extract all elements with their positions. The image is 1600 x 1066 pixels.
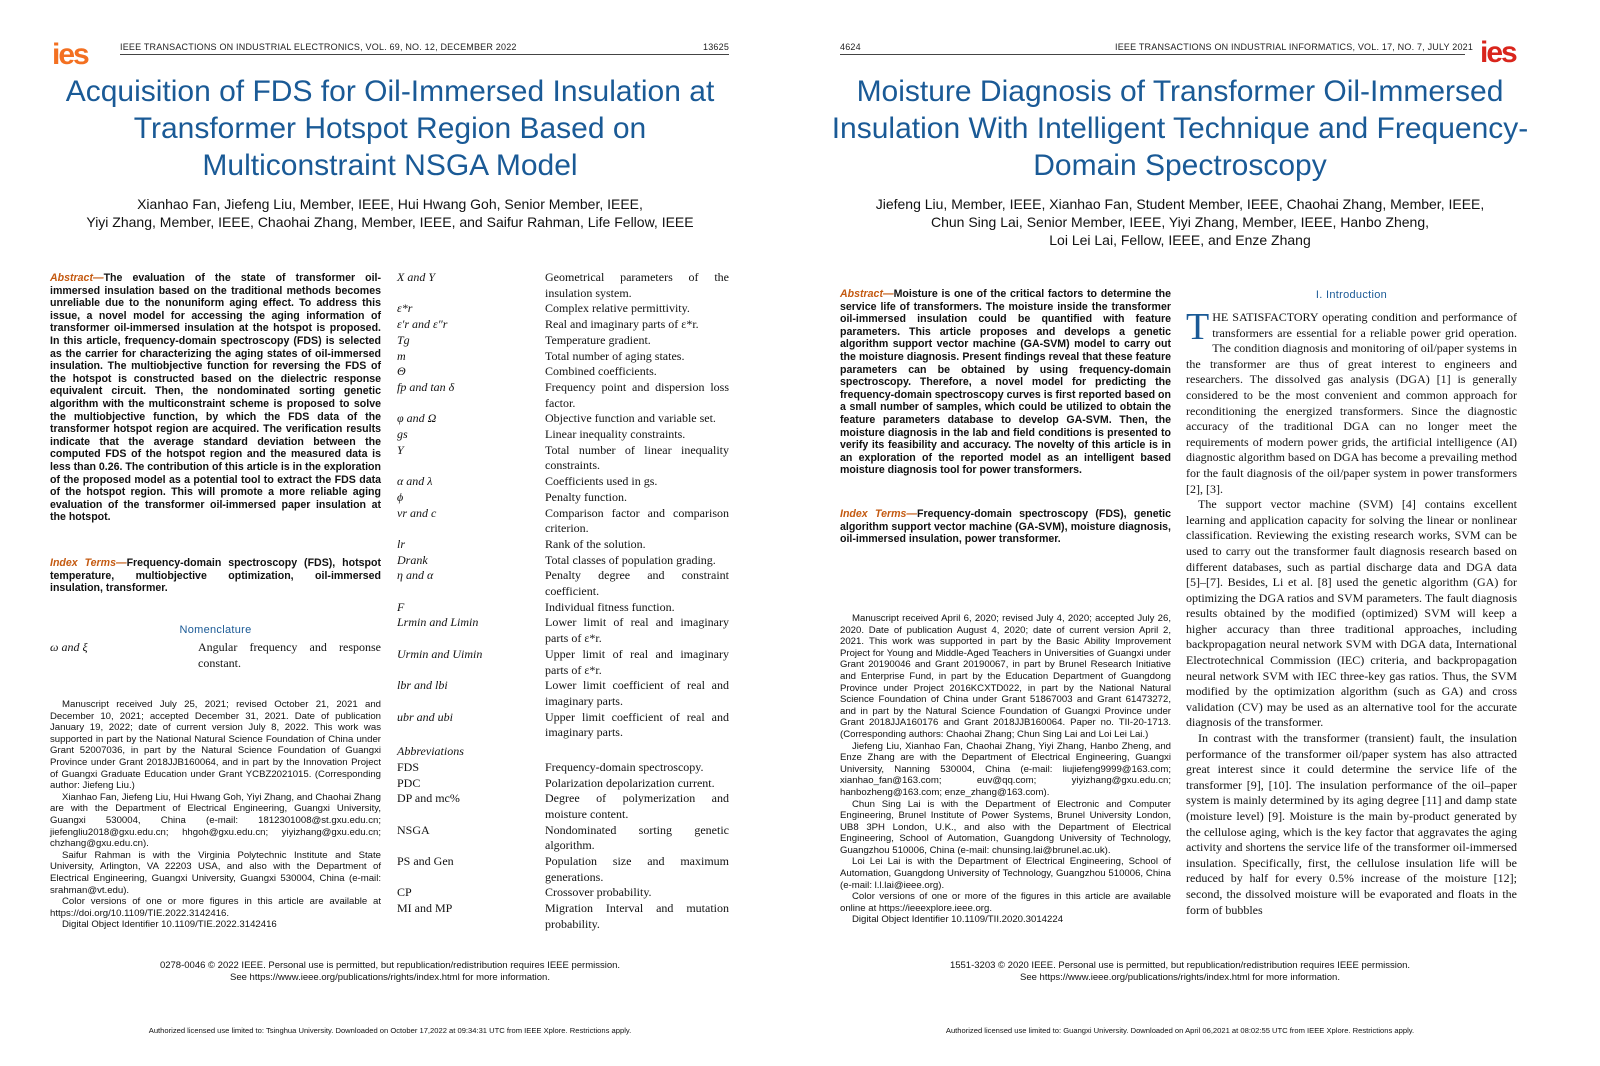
author-line: Xianhao Fan, Jiefeng Liu, Member, IEEE, Hui Hwang Goh, Senior Member, IEEE,: [137, 196, 643, 212]
nom-symbol: ω and ξ: [50, 640, 88, 654]
license-note: Authorized licensed use limited to: Guangxi University. Downloaded on April 06,2021 at 08:02:55 UTC from IEEE Xplore. Restrictions apply.: [945, 1026, 1415, 1035]
nom-definition: Total classes of population grading.: [545, 552, 716, 567]
footnote-paragraph: Saifur Rahman is with the Virginia Polytechnic Institute and State University, Arlington, VA 22203 USA, and also with the Department of Electrical Engineering, Guangxi University, Guangxi 530004, China (e-mail: srahman@vt.edu).: [50, 849, 381, 896]
abstract: [840, 288, 1171, 477]
footnote-paragraph: Manuscript received July 25, 2021; revised October 21, 2021 and December 10, 2021; accepted December 31, 2021. Date of publication January 19, 2022; date of current version July 8, 2022. This work was supported in part by the National Natural Science Foundation of China under Grant 52007036, in part by the Natural Science Foundation of Guangxi Province under Grant 2018JJB160064, and in part by the Innovation Project of Guangxi Graduate Education under Grant YCBZ2021015. (Corresponding author: Jiefeng Liu.): [50, 699, 381, 792]
nomenclature-entry: [397, 553, 729, 569]
introduction-heading: I. Introduction: [1315, 289, 1388, 301]
author-line: Loi Lei Lai, Fellow, IEEE, and Enze Zhang: [1049, 232, 1311, 248]
nom-definition: Comparison factor and comparison criterion.: [545, 505, 729, 536]
footnote-paragraph: Color versions of one or more figures in this article are available at https://doi.org/10.1109/TIE.2022.3142416.: [50, 896, 381, 919]
page-number: 4624: [840, 42, 861, 52]
nom-definition: Linear inequality constraints.: [545, 427, 686, 442]
nom-definition: Frequency-domain spectroscopy.: [545, 759, 704, 774]
nomenclature-entry: [397, 678, 729, 709]
nom-symbol: Lrmin and Limin: [397, 615, 479, 630]
nom-symbol: Tg: [397, 332, 410, 347]
nom-definition: Lower limit coefficient of real and imaginary parts.: [545, 678, 729, 708]
index-terms-label: Index Terms—: [840, 508, 918, 520]
footnote-paragraph: Digital Object Identifier 10.1109/TIE.2022.3142416: [62, 919, 277, 931]
nomenclature-heading: Nomenclature: [179, 624, 252, 636]
nom-definition: Upper limit coefficient of real and imaginary parts.: [545, 709, 729, 740]
nom-definition: Objective function and variable set.: [545, 411, 716, 426]
nomenclature-entry: [397, 364, 729, 380]
nom-symbol: ubr and ubi: [397, 709, 454, 724]
nom-symbol: ε′r and ε″r: [397, 317, 448, 332]
footnote-paragraph: Manuscript received April 6, 2020; revised July 4, 2020; accepted July 26, 2020. Date of publication August 4, 2020; date of current version April 2, 2021. This work was supported in part by the Basic Ability Improvement Project for Young and Middle-Aged Teachers in Universities of Guangxi under Grant 20190046 and Grant 20190067, in part by Brunel Research Initiative and Enterprise Fund, in part by the Education Department of Guangdong Province under Project 2016KCXTD022, in part by the National Natural Science Foundation of China under Grant 51867003 and Grant 61473272, and in part by the Natural Science Foundation of Guangxi Province under Grant 2018JJA160176 and Grant 2018JJB160064. Paper no. TII-20-1713. (Corresponding authors: Chaohai Zhang; Chun Sing Lai and Loi Lei Lai.): [840, 613, 1171, 740]
author-line: Jiefeng Liu, Member, IEEE, Xianhao Fan, Student Member, IEEE, Chaohai Zhang, Member, IEEE,: [875, 196, 1485, 212]
nom-symbol: φ and Ω: [397, 411, 437, 426]
footnote-block: [50, 699, 381, 931]
nom-symbol: PDC: [397, 775, 421, 790]
nomenclature-entry: [397, 443, 729, 474]
running-head: IEEE TRANSACTIONS ON INDUSTRIAL INFORMATICS, VOL. 17, NO. 7, JULY 2021: [1115, 42, 1474, 52]
nomenclature-entry: [397, 380, 729, 411]
nom-symbol: fp and tan δ: [397, 379, 455, 394]
footnote-paragraph: Chun Sing Lai is with the Department of Electronic and Computer Engineering, Brunel Institute of Power Systems, Brunel University London, UB8 3PH London, U.K., and also with the Department of Electrical Engineering, School of Automation, Guangdong University of Technology, Guangzhou 510006, China (e-mail: chunsing.lai@brunel.ac.uk).: [840, 798, 1171, 856]
abstract-label: Abstract—: [840, 288, 894, 300]
nom-definition: Real and imaginary parts of ε*r.: [545, 317, 699, 332]
nom-symbol: gs: [397, 427, 408, 442]
nomenclature-entry: [397, 600, 729, 616]
nom-symbol: lbr and lbi: [397, 678, 448, 693]
nomenclature-entry: [397, 791, 729, 822]
index-terms-text: Frequency-domain spectroscopy (FDS), genetic algorithm support vector machine (GA-SVM), moisture diagnosis, oil-immersed insulation, power transformer.: [840, 508, 1171, 546]
nom-symbol: Drank: [397, 552, 428, 567]
nom-definition: Population size and maximum generations.: [545, 854, 729, 884]
abstract-text: Moisture is one of the critical factors to determine the service life of transformers. The moisture inside the transformer oil-immersed insulation could be quantified with feature parameters. This article proposes and develops a genetic algorithm support vector machine (GA-SVM) model to carry out the moisture diagnosis. Present findings reveal that these feature parameters can be obtained by using frequency-domain spectroscopy. Therefore, a novel model for predicting the frequency-domain spectroscopy curves is first reported based on a small number of samples, which could be utilized to obtain the feature parameters database to develop GA-SVM. Then, the moisture diagnosis in the lab and field conditions is presented to verify its feasibility and accuracy. The novelty of this article is in an exploration of the reported model as an intelligent based moisture diagnosis tool for power transformers.: [840, 288, 1171, 477]
nomenclature-entry: [397, 333, 729, 349]
footnote-paragraph: Xianhao Fan, Jiefeng Liu, Hui Hwang Goh, Yiyi Zhang, and Chaohai Zhang are with the Department of Electrical Engineering, Guangxi University, Guangxi 530004, China (e-mail: 1812301008@st.gxu.edu.cn; jiefengliu2018@gxu.edu.cn; hhgoh@gxu.edu.cn; yiyizhang@gxu.edu.cn; chzhang@gxu.edu.cn).: [50, 791, 381, 850]
nom-symbol: lr: [397, 536, 406, 551]
license-note: Authorized licensed use limited to: Tsinghua University. Downloaded on October 17,2022 at 09:34:31 UTC from IEEE Xplore. Restrictions apply.: [148, 1026, 632, 1035]
paper-title: Moisture Diagnosis of Transformer Oil-Immersed Insulation With Intelligent Technique and Frequency-Domain Spectroscopy: [831, 75, 1529, 182]
nomenclature-entry: [397, 411, 729, 427]
nom-symbol: MI and MP: [397, 901, 453, 916]
nomenclature-entry: [397, 506, 729, 537]
introduction-text: [1186, 310, 1517, 943]
nomenclature-entry: [397, 647, 729, 678]
copyright-line: 1551-3203 © 2020 IEEE. Personal use is permitted, but republication/redistribution requires IEEE permission.: [949, 960, 1411, 971]
author-list: [820, 195, 1540, 249]
nomenclature-entry: [397, 823, 729, 854]
nomenclature-entry: [397, 901, 729, 932]
nom-definition: Degree of polymerization and moisture content.: [545, 791, 729, 821]
footnote-block: [840, 613, 1171, 926]
nomenclature-entry: [397, 615, 729, 646]
nom-definition: Total number of aging states.: [545, 348, 685, 363]
footnote-paragraph: Jiefeng Liu, Xianhao Fan, Chaohai Zhang, Yiyi Zhang, Hanbo Zheng, and Enze Zhang are with the Department of Electrical Engineering, Guangxi University, Nanning 530004, China (e-mail: liujiefeng9999@163.com; xianhao_fan@163.com; euv@qq.com; yiyizhang@gxu.edu.cn; hanbozheng@163.com; enze_zhang@163.com).: [840, 740, 1171, 798]
intro-paragraphs: [1186, 310, 1517, 918]
right-paper-page: [800, 0, 1600, 1066]
nom-definition: Lower limit of real and imaginary parts of ε*r.: [545, 615, 729, 646]
nom-definition: Angular frequency and response constant.: [198, 640, 381, 670]
nomenclature-entry: [397, 270, 729, 301]
nom-symbol: vr and c: [397, 505, 437, 520]
abstract-label: Abstract—: [50, 272, 104, 284]
copyright-line: 0278-0046 © 2022 IEEE. Personal use is permitted, but republication/redistribution requires IEEE permission.: [159, 960, 621, 971]
nom-definition: Upper limit of real and imaginary parts of ε*r.: [545, 646, 729, 677]
nomenclature-entry: [397, 537, 729, 553]
nomenclature-entry: [397, 776, 729, 792]
nom-definition: Penalty degree and constraint coefficient.: [545, 568, 729, 599]
intro-paragraph: HE SATISFACTORY operating condition and performance of transformers are essential for a reliable power grid operation. The condition diagnosis and monitoring of oil/paper systems in the transformer are thus of great interest to engineers and researchers. The dissolved gas analysis (DGA) [1] is generally considered to be the most convenient and common approach for reconditioning the energized transformers. Since the diagnostic accuracy of the traditional DGA can no longer meet the requirements of modern power grids, the artificial intelligence (AI) diagnostic algorithm based on DGA has become a prevailing method for the fault diagnosis of the oil/paper system in power transformers [2], [3].: [1186, 310, 1517, 496]
nomenclature-entry: [397, 760, 729, 776]
nomenclature-entry: [397, 885, 729, 901]
drop-cap: T: [1186, 310, 1210, 348]
nom-definition: Geometrical parameters of the insulation system.: [545, 270, 729, 300]
nom-definition: Combined coefficients.: [545, 364, 657, 379]
copyright-note: [840, 960, 1520, 984]
nom-symbol: X and Y: [397, 270, 436, 284]
nom-symbol: DP and mc%: [397, 791, 460, 806]
nom-symbol: m: [397, 348, 406, 363]
nomenclature-entry: [397, 854, 729, 885]
nom-definition: Temperature gradient.: [545, 332, 651, 347]
footnote-paragraph: Loi Lei Lai is with the Department of Electrical Engineering, School of Automation, Guangdong University of Technology, Guangzhou 510006, China (e-mail: l.l.lai@ieee.org).: [840, 856, 1171, 891]
copyright-note: [50, 960, 730, 984]
footnote-paragraph: Digital Object Identifier 10.1109/TII.2020.3014224: [852, 914, 1064, 926]
intro-paragraph: In contrast with the transformer (transient) fault, the insulation performance of the transformer oil/paper system has also attracted great interest since it could determine the service life of the transformer [9], [10]. The insulation performance of the oil–paper system is mainly determined by its aging degree [11] and damp state (moisture level) [9]. Moisture is the main by-product generated by the cellulose aging, which is the key factor that aggravates the aging activity and shortens the service life of the transformer oil-immersed insulation. Specifically, first, the cellulose insulation life will be reduced by half for every 0.5% increase of the moisture [12]; second, the dissolved moisture will be evaporated and floats in the form of bubbles: [1186, 731, 1517, 917]
nom-definition: Coefficients used in gs.: [545, 474, 658, 489]
nomenclature-entry: [397, 474, 729, 490]
header-rule: [840, 54, 1465, 55]
nom-definition: Rank of the solution.: [545, 536, 646, 551]
abbreviations-heading: Abbreviations: [397, 744, 464, 759]
nomenclature-entry: [397, 301, 729, 317]
nomenclature-entry: [397, 568, 729, 599]
nom-definition: Crossover probability.: [545, 885, 652, 900]
running-head: IEEE TRANSACTIONS ON INDUSTRIAL ELECTRONICS, VOL. 69, NO. 12, DECEMBER 2022: [120, 42, 517, 52]
author-line: Chun Sing Lai, Senior Member, IEEE, Yiyi Zhang, Member, IEEE, Hanbo Zheng,: [930, 214, 1430, 230]
index-terms: [840, 508, 1171, 546]
footnote-paragraph: Color versions of one or more of the figures in this article are available online at https://ieeexplore.ieee.org.: [840, 891, 1171, 914]
nom-definition: Individual fitness function.: [545, 599, 675, 614]
nom-symbol: F: [397, 599, 405, 614]
nom-symbol: CP: [397, 885, 412, 900]
nomenclature-entry: [397, 427, 729, 443]
intro-paragraph: The support vector machine (SVM) [4] contains excellent learning and application capacity for solving the linear or nonlinear classification. Reviewing the existing research works, SVM can be used to carry out the transformer fault diagnosis research based on different databases, such as partial discharge data and DGA data [5]–[7]. Besides, Li et al. [8] used the genetic algorithm (GA) for optimizing the DGA ratios and SVM parameters. The fault diagnosis results obtained by the modified (optimized) SVM will keep a higher accuracy than three traditional approaches, including backpropagation neural network SVM with DGA data, International Electrotechnical Commission (IEC) criteria, and backpropagation neural network SVM with IEC three-key gas ratios. Thus, the SVM modified by the optimization algorithm (such as GA) and cross validation (CV) may be used as an alternative tool for the accurate diagnosis of the transformer.: [1186, 497, 1517, 730]
nom-symbol: ε*r: [397, 301, 413, 316]
abstract-text: The evaluation of the state of transformer oil-immersed insulation based on the traditional methods becomes unreliable due to the nonuniform aging effect. To address this issue, a novel model for accessing the aging information of transformer oil-immersed insulation at the hotspot is proposed. In this article, frequency-domain spectroscopy (FDS) is selected as the carrier for characterizing the aging states of oil-immersed insulation. The multiobjective function for reversing the FDS of the hotspot is constructed based on the dielectric response equivalent circuit. Then, the nondominated sorting genetic algorithm with the multiconstraint scheme is proposed to solve the multiobjective function, by which the FDS data of the transformer hotspot region are acquired. The verification results indicate that the average standard deviation between the computed FDS of the hotspot region and the measured data is less than 0.26. The contribution of this article is in the exploration of the proposed model as a potential tool to extract the FDS data of the hotspot region. This will promote a more reliable aging evaluation of the transformer oil-immersed paper insulation at the hotspot.: [50, 272, 381, 524]
rights-link[interactable]: See https://www.ieee.org/publications/rights/index.html for more information.: [1020, 972, 1340, 983]
nom-symbol: Θ: [397, 364, 406, 379]
nom-symbol: PS and Gen: [397, 854, 454, 869]
nomenclature-list: [397, 270, 729, 933]
nomenclature-entry: [397, 349, 729, 365]
nom-definition: Frequency point and dispersion loss factor.: [545, 379, 729, 410]
left-paper-page: [0, 0, 780, 1066]
nom-definition: Complex relative permittivity.: [545, 301, 690, 316]
nomenclature-first-entry: [50, 640, 381, 671]
header-rule: [120, 54, 729, 55]
page-number: 13625: [703, 42, 730, 52]
ies-logo: ies: [52, 38, 88, 71]
ies-logo: ies: [1480, 36, 1516, 69]
nom-definition: Nondominated sorting genetic algorithm.: [545, 822, 729, 853]
nom-definition: Polarization depolarization current.: [545, 775, 715, 790]
nom-definition: Migration Interval and mutation probability.: [545, 901, 729, 931]
nom-definition: Penalty function.: [545, 489, 627, 504]
rights-link[interactable]: See https://www.ieee.org/publications/rights/index.html for more information.: [230, 972, 550, 983]
nom-symbol: FDS: [397, 759, 420, 774]
nomenclature-entry: [397, 317, 729, 333]
nomenclature-entry: [397, 490, 729, 506]
nom-symbol: η and α: [397, 568, 434, 583]
paper-title: Acquisition of FDS for Oil-Immersed Insulation at Transformer Hotspot Region Based on Multiconstraint NSGA Model: [65, 75, 715, 182]
nom-symbol: α and λ: [397, 474, 433, 489]
index-terms: [50, 557, 381, 595]
nom-symbol: ϕ: [397, 489, 404, 504]
author-list: [40, 195, 740, 231]
index-terms-text: Frequency-domain spectroscopy (FDS), hotspot temperature, multiobjective optimization, oil-immersed insulation, transformer.: [50, 557, 381, 595]
author-line: Yiyi Zhang, Member, IEEE, Chaohai Zhang, Member, IEEE, and Saifur Rahman, Life Fellow, IEEE: [86, 214, 694, 230]
nom-symbol: NSGA: [397, 822, 430, 837]
index-terms-label: Index Terms—: [50, 557, 127, 569]
abstract: [50, 272, 381, 524]
nom-symbol: Υ: [397, 442, 404, 457]
nom-definition: Total number of linear inequality constraints.: [545, 442, 729, 473]
nom-symbol: Urmin and Uimin: [397, 646, 483, 661]
nomenclature-entry: [397, 710, 729, 741]
